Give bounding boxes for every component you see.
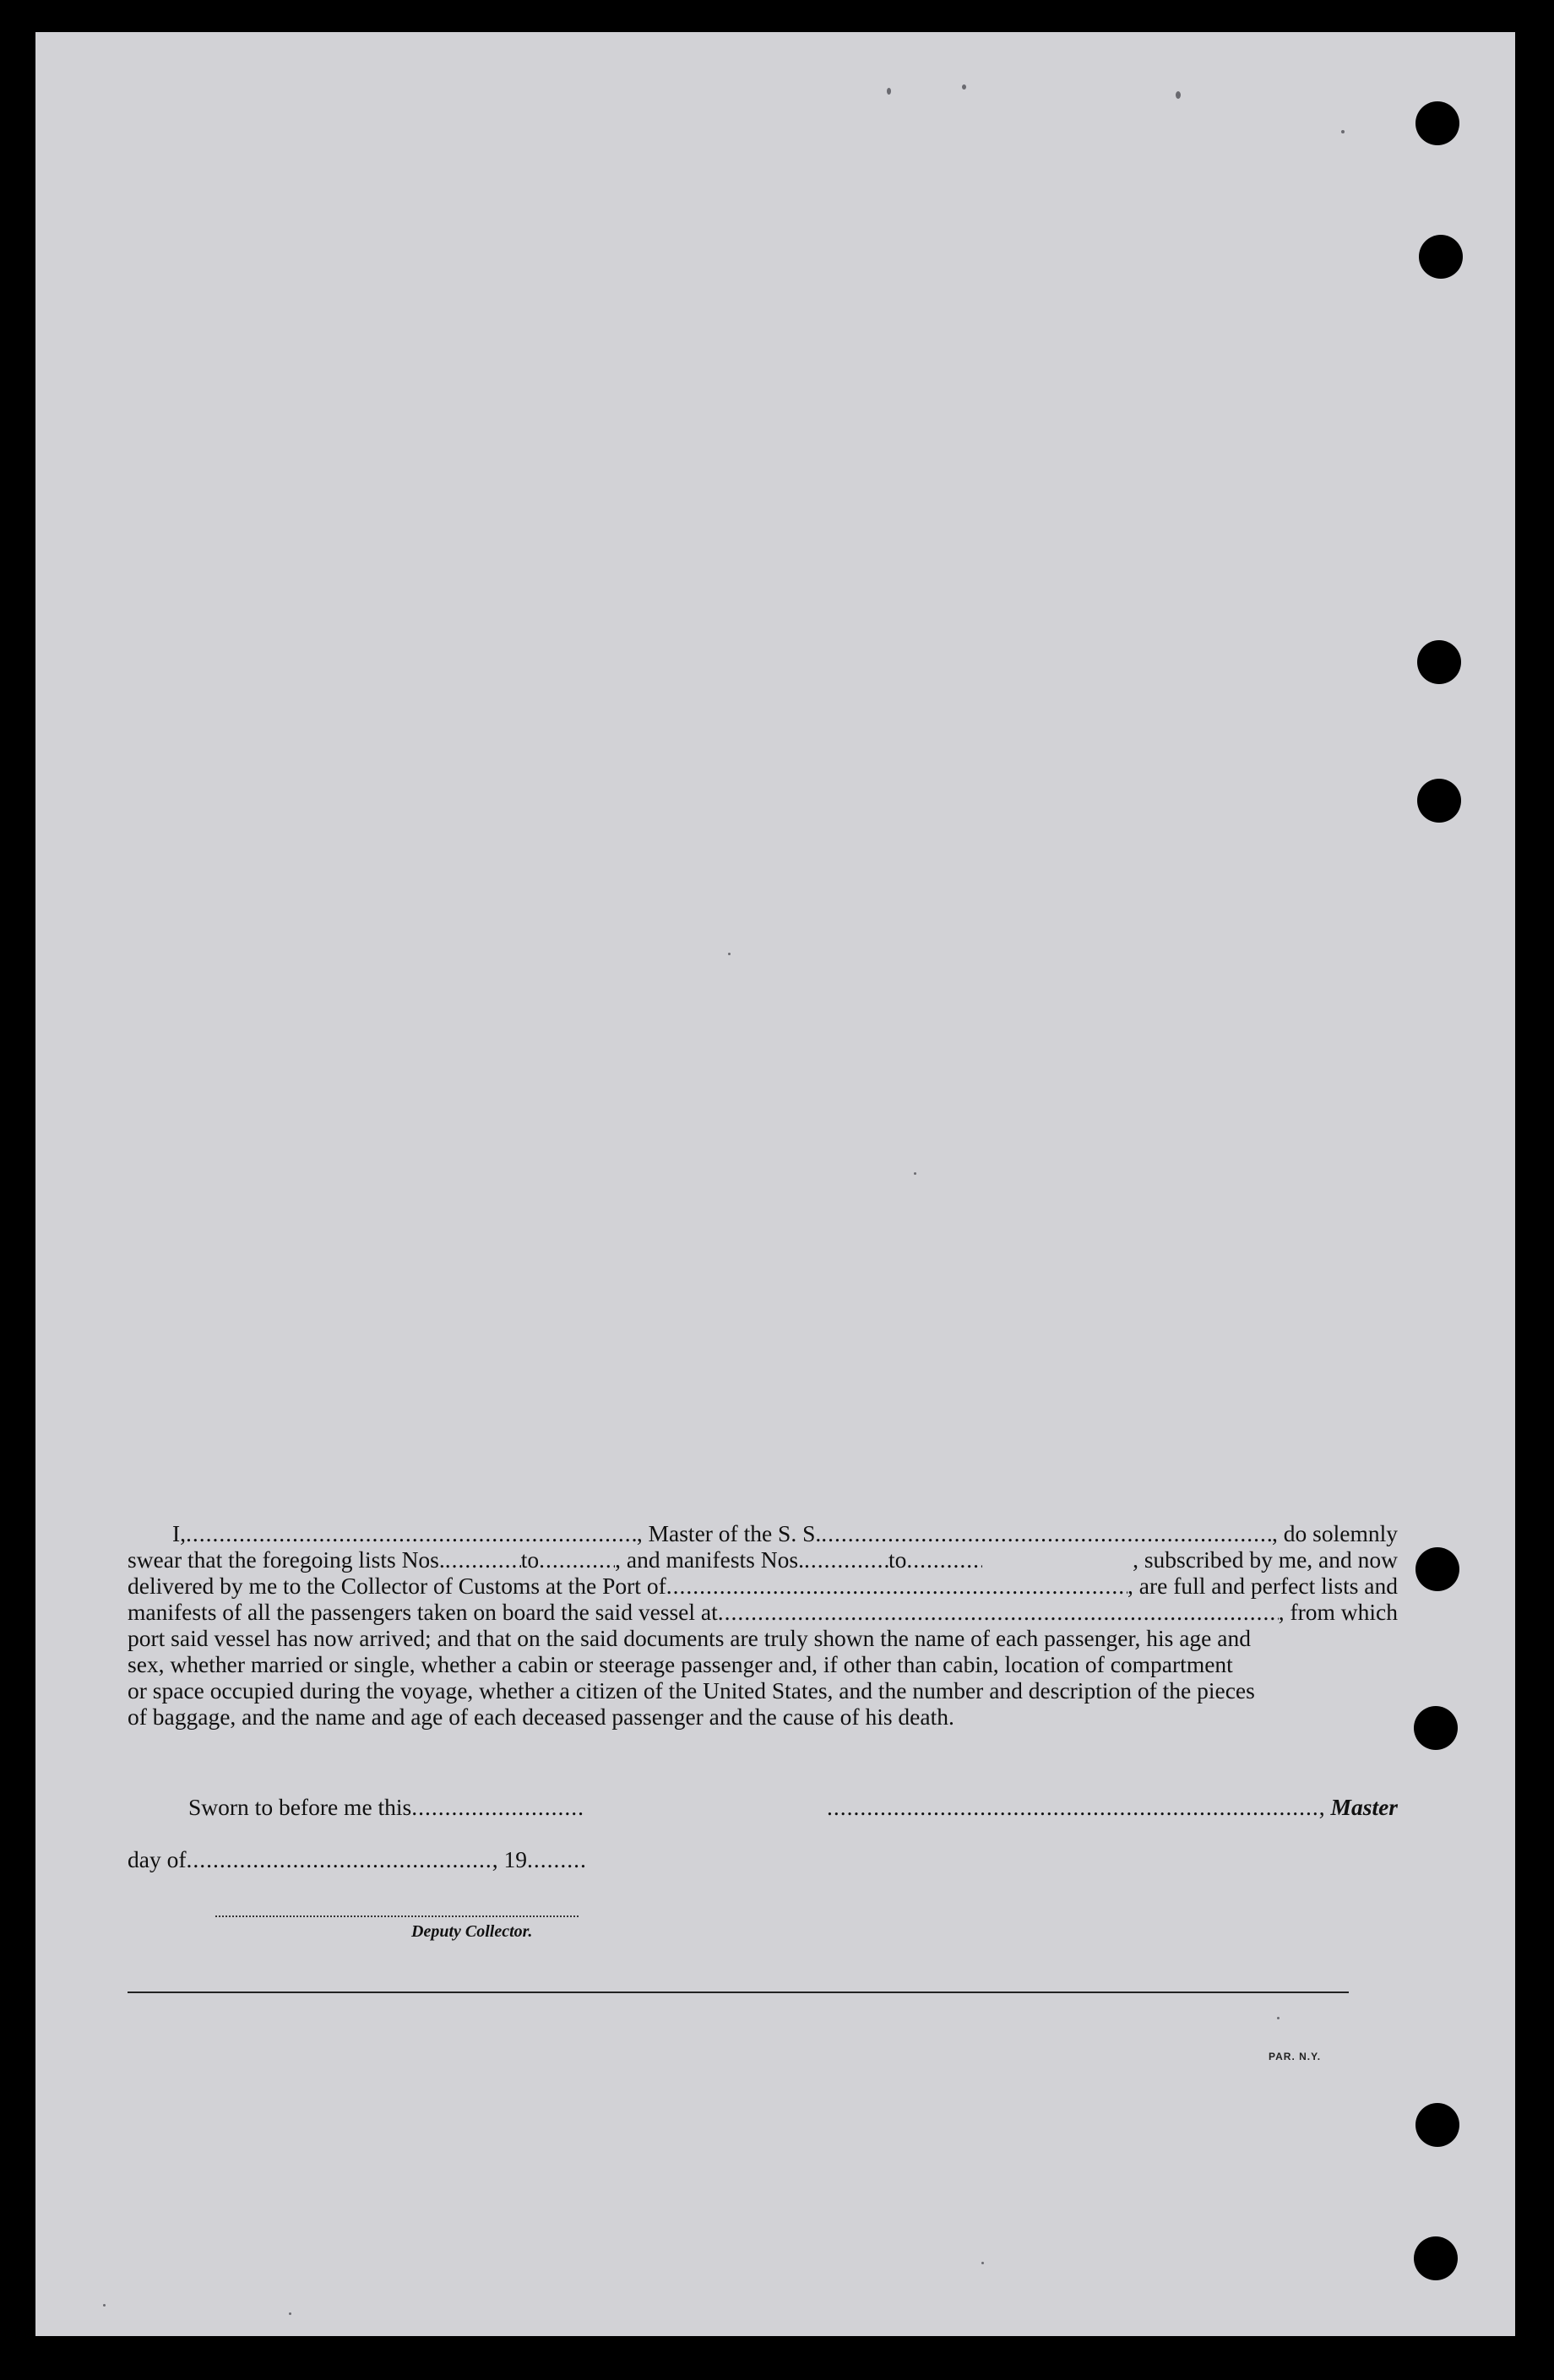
oath-text: , Master of the S. S. (636, 1520, 822, 1546)
blank-manifest-to (906, 1546, 982, 1573)
speck (1277, 2017, 1280, 2019)
year-prefix: , 19 (492, 1846, 527, 1872)
oath-line-4 (128, 1599, 1398, 1625)
speck (962, 84, 966, 90)
blank-port-of-departure (718, 1599, 1279, 1625)
oath-text: manifests of all the passengers taken on board the said vessel at (128, 1599, 718, 1625)
oath-line-6: sex, whether married or single, whether a cabin or steerage passenger and, if other than cabin, location of compartment (128, 1651, 1233, 1677)
oath-line-7: or space occupied during the voyage, whether a citizen of the United States, and the number and description of the pieces (128, 1677, 1255, 1703)
punch-hole (1417, 640, 1461, 684)
oath-line-8: of baggage, and the name and age of each deceased passenger and the cause of his death. (128, 1703, 954, 1730)
blank-port (666, 1573, 1127, 1599)
oath-text: , subscribed by me, and now (1133, 1546, 1398, 1573)
punch-hole (1414, 2236, 1458, 2280)
sworn-label: Sworn to before me this (188, 1794, 412, 1820)
oath-text: delivered by me to the Collector of Customs at the Port of (128, 1573, 666, 1599)
punch-hole (1415, 2103, 1459, 2147)
blank-list-to (539, 1546, 615, 1573)
blank-year: ......... (527, 1846, 587, 1872)
speck (289, 2312, 291, 2315)
punch-hole (1415, 1547, 1459, 1591)
oath-line-5: port said vessel has now arrived; and that on the said documents are truly shown the name of each passenger, his age and (128, 1625, 1251, 1651)
document-page (35, 32, 1515, 2336)
sworn-line (188, 1794, 584, 1821)
oath-text: swear that the foregoing lists Nos. (128, 1546, 445, 1573)
blank-list-from (445, 1546, 521, 1573)
speck (981, 2262, 984, 2264)
blank-day-month: .............................................. (186, 1846, 492, 1872)
speck (1176, 91, 1181, 99)
oath-text: , from which (1278, 1599, 1398, 1625)
oath-line-2 (128, 1546, 1398, 1573)
master-signature-line: .........................................................................., Master (827, 1794, 1398, 1820)
oath-text: , do solemnly (1272, 1520, 1399, 1546)
oath-text: , and manifests Nos. (615, 1546, 804, 1573)
master-label: Master (1330, 1794, 1398, 1820)
oath-text: I, (172, 1520, 187, 1546)
blank-manifest-from (804, 1546, 888, 1573)
oath-line-3 (128, 1573, 1398, 1599)
oath-paragraph (128, 1520, 1398, 1730)
blank-master-signature: .......................................................................... (827, 1794, 1319, 1820)
blank-ship-name (821, 1520, 1272, 1546)
oath-text: to (888, 1546, 907, 1573)
punch-hole (1417, 779, 1461, 823)
speck (728, 953, 731, 955)
speck (103, 2304, 106, 2307)
speck (1341, 130, 1345, 133)
punch-hole (1414, 1706, 1458, 1750)
punch-hole (1415, 101, 1459, 145)
printer-mark: PAR. N.Y. (1269, 2051, 1322, 2062)
punch-hole (1419, 235, 1463, 279)
blank-master-name (186, 1520, 637, 1546)
deputy-collector-label: Deputy Collector. (411, 1922, 533, 1941)
horizontal-rule (128, 1991, 1349, 1993)
day-label: day of (128, 1846, 187, 1872)
oath-line-1 (128, 1520, 1398, 1546)
deputy-signature-line (215, 1907, 579, 1917)
speck (914, 1172, 916, 1175)
speck (887, 88, 891, 95)
blank-sworn-day: .......................... (411, 1794, 585, 1820)
day-line (128, 1846, 587, 1873)
oath-text: to (520, 1546, 540, 1573)
oath-text: , are full and perfect lists and (1127, 1573, 1398, 1599)
